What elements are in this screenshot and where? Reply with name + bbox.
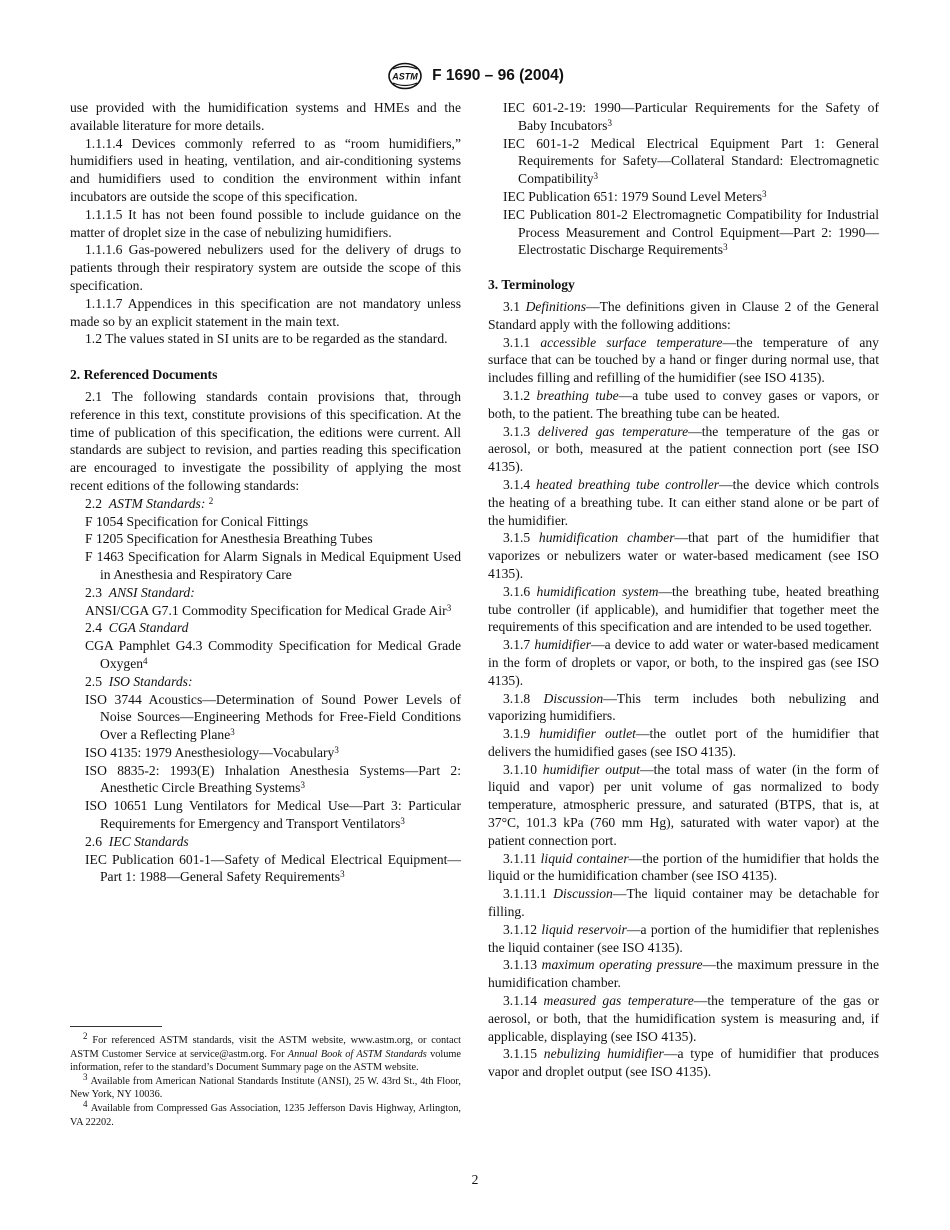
paragraph-1-1-1-7: 1.1.1.7 Appendices in this specification are not mandatory unless made so by an explicit statement in the main text. [70,295,461,329]
footnote-ref: 3 [230,727,235,738]
paragraph-continued: use provided with the humidification systems and HMEs and the available literature for more details. [70,100,461,133]
astm-logo-text: ASTM [392,71,418,82]
definition-item [488,387,879,423]
subsection-2-6 [70,833,461,851]
reference-astm-f1463: F 1463 Specification for Alarm Signals in Medical Equipment Used in Anesthesia and Respiratory Care [85,549,461,582]
subsection-title: ANSI Standard: [108,584,195,600]
definition-term: liquid reservoir [541,921,627,937]
subsection-title: CGA Standard [108,620,189,636]
footnotes [70,1031,462,1129]
reference-iec-651: IEC Publication 651: 1979 Sound Level Meters$^3$ [503,188,767,204]
subsection-number: 2.2 [85,495,102,511]
definition-term: breathing tube [536,387,619,403]
definition-item [488,476,879,529]
definition-term: measured gas temperature [543,993,694,1009]
definition-item [488,921,879,957]
subsection-2-2 [70,495,461,513]
subsection-title: ASTM Standards: [108,495,206,511]
definition-term: Discussion [543,690,604,706]
definition-text: —that part of the humidifier that vaporizes or nebulizers water or water-based medicament (see ISO 4135). [488,530,879,581]
definition-number: 3.1.10 [503,761,537,777]
definition-term: humidifier output [542,761,640,777]
definition-term: humidifier outlet [539,726,636,742]
definition-text: —a tube used to convey gases or vapors, or both, to the patient. The breathing tube can be heated. [488,387,879,421]
definition-text: —the breathing tube, heated breathing tube controller (if applicable), and humidifier that together meet the requirements of this specification and are intended to be used together. [488,583,879,635]
definition-number: 3.1.6 [503,583,531,599]
definition-term: accessible surface temperature [540,334,723,350]
left-column [70,99,461,886]
definition-number: 3.1.8 [503,690,531,706]
footnote-ref: 3 [723,242,728,253]
definition-text: —the outlet port of the humidifier that delivers the humidified gases (see ISO 4135). [488,726,879,759]
definition-text: —the temperature of any surface that can be touched by a hand or finger during normal use, that includes filling and refilling of the humidifier (see ISO 4135). [488,334,879,386]
subsection-number: 2.5 [85,673,102,689]
footnote-ref: 3 [340,869,345,880]
definition-item [488,334,879,387]
definition-text: —The liquid container may be detachable for filling. [488,886,880,920]
reference-iec-801-2: IEC Publication 801-2 Electromagnetic Compatibility for Industrial Process Measurement and Control Equipment—Part 2: 1990—Electrostatic Discharge Requirements$^3$ [503,206,879,258]
footnote-4: $^4$ Available from Compressed Gas Association, 1235 Jefferson Davis Highway, Arlington, VA 22202. [70,1098,461,1128]
paragraph-1-2: 1.2 The values stated in SI units are to be regarded as the standard. [85,331,448,347]
definition-item [488,1045,879,1081]
definition-text: —the total mass of water (in the form of liquid and vapor) per unit volume of gas normalized to body temperature, atmospheric pressure, and saturated (BTPS, that is, at 37°C, 101.3 kPa (760 mm Hg), saturated with water vapor) at the patient connection port. [488,761,879,848]
footnote-ref: 3 [400,816,405,827]
subsection-2-5 [70,673,461,691]
definition-number: 3.1.7 [503,637,531,653]
reference-iec-601-2-19: IEC 601-2-19: 1990—Particular Requirements for the Safety of Baby Incubators$^3$ [503,100,879,133]
page-number: 2 [471,1172,479,1187]
definition-number: 3.1.9 [503,726,531,742]
paragraph-1-1-1-5: 1.1.1.5 It has not been found possible to include guidance on the matter of droplet size in the case of nebulizing humidifiers. [70,206,461,240]
definition-number: 3.1.11 [503,850,537,866]
definition-number: 3.1.4 [503,476,531,492]
subsection-2-3 [70,584,461,602]
subsection-number: 2.3 [85,584,102,600]
definition-number: 3.1.14 [503,993,537,1009]
definition-text: —This term includes both nebulizing and vaporizing humidifiers. [488,690,879,724]
definition-text: —the temperature of the gas or aerosol, or both, that the humidification system is measuring and, if applicable, displaying (see ISO 4135). [488,993,879,1044]
right-column [488,99,879,1081]
definition-number: 3.1.2 [503,387,531,403]
definition-text: —a device to add water or water-based medicament in the form of droplets or vapor, or both, to the inspired gas (see ISO 4135). [488,637,879,688]
definition-number: 3.1.3 [503,423,531,439]
definition-text: —the portion of the humidifier that holds the liquid or the humidification chamber (see ISO 4135). [488,850,879,884]
subsection-number: 2.4 [85,620,102,636]
definition-text: —a type of humidifier that produces vapor and droplet output (see ISO 4135). [488,1046,879,1080]
astm-logo-icon [386,62,424,90]
definition-3-1: 3.1 Definitions—The definitions given in Clause 2 of the General Standard apply with the following additions: [488,298,879,332]
definition-item [488,850,879,886]
reference-astm-f1205: F 1205 Specification for Anesthesia Breathing Tubes [85,531,373,547]
footnote-ref: 3 [607,117,612,128]
definition-term: liquid container [540,850,629,866]
paragraph-1-1-1-6: 1.1.1.6 Gas-powered nebulizers used for the delivery of drugs to patients through their respiratory system are outside the scope of this specification. [70,242,461,293]
footnote-ref: 3 [334,744,339,755]
page-header [0,62,950,90]
footnote-ref: 3 [762,188,767,199]
definition-term: heated breathing tube controller [535,476,720,492]
subsection-2-4 [70,619,461,637]
definition-text: —the temperature of the gas or aerosol, or both, measured at the patient connection port (see ISO 4135). [488,423,879,475]
footnote-ref: 3 [593,171,599,182]
subsection-title: IEC Standards [108,833,189,849]
reference-cga-g4-3: CGA Pamphlet G4.3 Commodity Specification for Medical Grade Oxygen$^4$ [85,638,461,671]
definition-number: 3.1.15 [503,1046,537,1062]
footnote-ref: 2 [208,495,214,506]
definition-number: 3.1.13 [503,957,537,973]
definition-term: Discussion [553,886,613,902]
definition-item [488,992,879,1045]
definition-item [488,583,879,636]
footnote-divider [70,1026,162,1027]
definition-term: delivered gas temperature [537,423,689,439]
definition-number: 3.1.5 [503,530,531,546]
subsection-title: ISO Standards: [108,673,193,689]
definition-term: maximum operating pressure [541,957,703,973]
reference-iec-601-1: IEC Publication 601-1—Safety of Medical Electrical Equipment—Part 1: 1988—General Safety Requirements$^3$ [85,851,461,885]
definition-item [488,529,879,582]
section-heading-terminology: 3. Terminology [488,277,575,293]
definition-text: —a portion of the humidifier that replenishes the liquid container (see ISO 4135). [488,921,879,955]
paragraph-1-1-1-4: 1.1.1.4 Devices commonly referred to as “room humidifiers,” humidifiers used in heating, ventilation, and air-conditioning systems and humidifiers used to condition the environment within infant incubators are outside the scope of this specification. [70,135,461,204]
definition-term: nebulizing humidifier [543,1046,664,1062]
footnote-3: $^3$ Available from American National Standards Institute (ANSI), 25 W. 43rd St., 4th Floor, New York, NY 10036. [70,1071,462,1101]
document-designation: F 1690 – 96 (2004) [432,67,564,84]
footnote-ref: 3 [300,780,305,791]
definition-item [488,725,879,761]
definition-number: 3.1.12 [503,921,537,937]
section-heading-referenced-documents: 2. Referenced Documents [70,367,218,383]
reference-iso-8835-2: ISO 8835-2: 1993(E) Inhalation Anesthesia Systems—Part 2: Anesthetic Circle Breathing Systems$^3$ [85,762,461,796]
definition-term: humidification chamber [538,530,675,546]
reference-iec-601-1-2: IEC 601-1-2 Medical Electrical Equipment Part 1: General Requirements for Safety—Collateral Standard: Electromagnetic Compatibility$^3$ [503,135,879,187]
definition-term: humidification system [536,583,659,599]
definition-item [488,636,879,689]
definition-text: —the device which controls the heating of a breathing tube. It can either stand alone or be part of the humidifier. [488,476,879,528]
footnote-2: $^2$ For referenced ASTM standards, visit the ASTM website, www.astm.org, or contact ASTM Customer Service at service@astm.org. For Annual Book of ASTM Standards volume information, refer to the standard’s Document Summary page on the ASTM website. [70,1031,462,1074]
footnote-ref: 4 [143,655,148,666]
subsection-number: 2.6 [85,833,102,849]
reference-astm-f1054: F 1054 Specification for Conical Fittings [85,513,309,529]
definition-text: —the maximum pressure in the humidification chamber. [488,957,879,991]
definition-number: 3.1.11.1 [503,886,547,902]
definition-term: humidifier [534,637,592,653]
terms-list [488,334,879,1081]
definition-item [488,956,879,992]
footnote-ref: 3 [446,602,452,613]
definition-number: 3.1.1 [503,334,531,350]
definition-item [488,423,879,476]
reference-iso-3744: ISO 3744 Acoustics—Determination of Sound Power Levels of Noise Sources—Engineering Methods for Free-Field Conditions Over a Reflecting Plane$^3$ [85,691,461,743]
definition-item [488,690,879,726]
reference-iso-10651: ISO 10651 Lung Ventilators for Medical Use—Part 3: Particular Requirements for Emergency and Transport Ventilators$^3$ [85,798,461,832]
definition-item [488,885,879,921]
reference-ansi-cga-g7-1: ANSI/CGA G7.1 Commodity Specification for Medical Grade Air$^3$ [85,602,452,618]
paragraph-2-1: 2.1 The following standards contain provisions that, through reference in this text, constitute provisions of this specification. At the time of publication of this specification, the editions were current. All standards are subject to revision, and parties reading this specification are encouraged to investigate the possibility of applying the most recent editions of the following standards: [70,388,461,493]
reference-iso-4135: ISO 4135: 1979 Anesthesiology—Vocabulary$^3$ [85,744,339,760]
definition-item [488,761,879,850]
